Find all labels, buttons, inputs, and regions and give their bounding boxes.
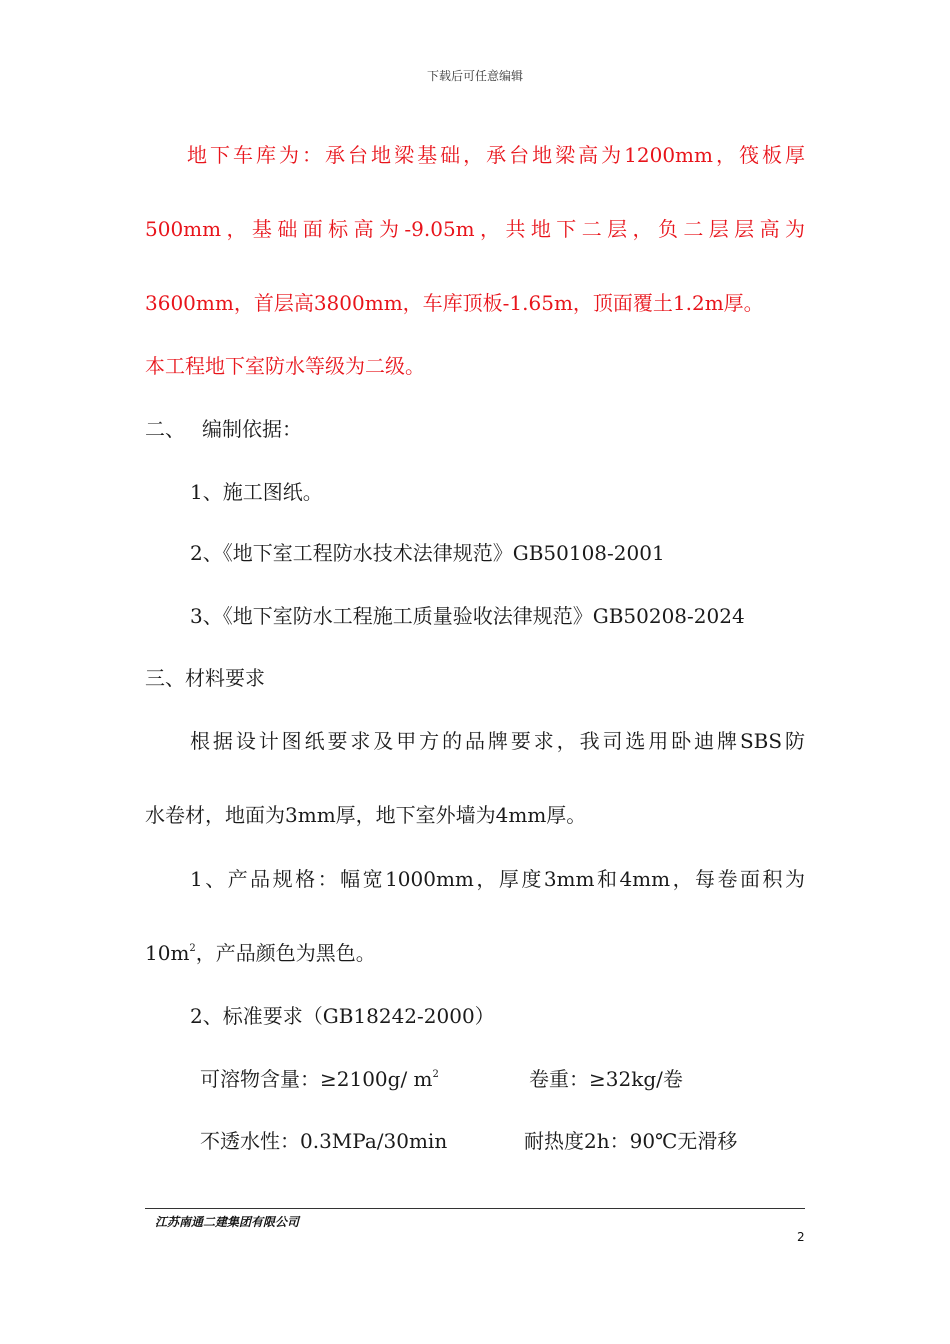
requirement-heat-resistance: 耐热度2h：90℃无滑移 bbox=[524, 1129, 738, 1153]
section-2-heading-number: 二、 bbox=[145, 417, 185, 441]
standard-requirements-heading: 2、标准要求（GB18242-2000） bbox=[190, 1004, 495, 1028]
section-3-paragraph-line-2: 水卷材，地面为3mm厚，地下室外墙为4mm厚。 bbox=[145, 803, 587, 827]
superscript-2: 2 bbox=[432, 1069, 439, 1080]
soluble-content-text: 可溶物含量：≥2100g/ m bbox=[200, 1067, 433, 1091]
product-spec-color: ，产品颜色为黑色。 bbox=[195, 941, 376, 965]
page-header-note: 下载后可任意编辑 bbox=[426, 69, 523, 83]
intro-line-3: 3600mm，首层高3800mm，车库顶板-1.65m，顶面覆土1.2m厚。 bbox=[145, 291, 764, 315]
product-spec-line-1: 1、产品规格：幅宽1000mm，厚度3mm和4mm，每卷面积为 bbox=[190, 867, 805, 891]
section-3-paragraph-line-1: 根据设计图纸要求及甲方的品牌要求，我司选用卧迪牌SBS防 bbox=[190, 729, 805, 753]
requirement-soluble-content bbox=[200, 1066, 439, 1092]
section-3-heading: 三、材料要求 bbox=[145, 666, 265, 690]
footer-company-name: 江苏南通二建集团有限公司 bbox=[155, 1215, 300, 1229]
intro-line-2: 500mm，基础面标高为-9.05m，共地下二层，负二层层高为 bbox=[145, 217, 805, 241]
section-2-item-1: 1、施工图纸。 bbox=[190, 480, 323, 504]
product-spec-line-2 bbox=[145, 940, 376, 966]
requirement-roll-weight: 卷重：≥32kg/卷 bbox=[529, 1067, 683, 1091]
section-2-item-2: 2、《地下室工程防水技术法律规范》GB50108-2001 bbox=[190, 541, 665, 565]
intro-line-4: 本工程地下室防水等级为二级。 bbox=[145, 354, 425, 378]
footer-divider bbox=[145, 1208, 805, 1209]
page-number: 2 bbox=[797, 1230, 805, 1244]
product-spec-area: 10m bbox=[145, 941, 190, 965]
requirement-impermeability: 不透水性：0.3MPa/30min bbox=[200, 1129, 448, 1153]
section-2-heading: 编制依据： bbox=[202, 417, 302, 441]
superscript-2: 2 bbox=[189, 943, 196, 954]
section-2-item-3: 3、《地下室防水工程施工质量验收法律规范》GB50208-2024 bbox=[190, 604, 745, 628]
intro-line-1: 地下车库为：承台地梁基础，承台地梁高为1200mm，筏板厚 bbox=[187, 143, 805, 167]
